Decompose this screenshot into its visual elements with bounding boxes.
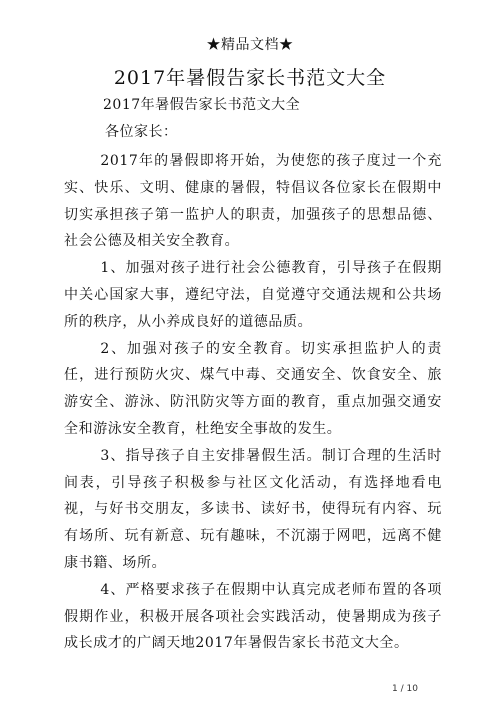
paragraph-item-1: 1、加强对孩子进行社会公德教育，引导孩子在假期中关心国家大事，遵纪守法，自觉遵守交通法规和公共场所的秩序，从小养成良好的道德品质。 <box>64 260 442 330</box>
document-subtitle: 2017年暑假告家长书范文大全 <box>103 97 301 113</box>
greeting: 各位家长： <box>105 124 178 140</box>
header-mark: ★精品文档★ <box>206 37 294 53</box>
document-title: 2017年暑假告家长书范文大全 <box>113 67 387 89</box>
body-text <box>64 148 442 657</box>
paragraph-intro: 2017年的暑假即将开始，为使您的孩子度过一个充实、快乐、文明、健康的暑假，特倡议各位家长在假期中切实承担孩子第一监护人的职责，加强孩子的思想品德、社会公德及相关安全教育。 <box>64 153 442 250</box>
paragraph-item-3: 3、指导孩子自主安排暑假生活。制订合理的生活时间表，引导孩子积极参与社区文化活动，有选择地看电视，与好书交朋友，多读书、读好书，使得玩有内容、玩有场所、玩有新意、玩有趣味，不沉溺于网吧，远离不健康书籍、场所。 <box>64 447 442 571</box>
paragraph-item-4: 4、严格要求孩子在假期中认真完成老师布置的各项假期作业，积极开展各项社会实践活动，使暑期成为孩子成长成才的广阔天地2017年暑假告家长书范文大全。 <box>64 581 442 652</box>
page-number: 1 / 10 <box>392 684 418 694</box>
paragraph-item-2: 2、加强对孩子的安全教育。切实承担监护人的责任，进行预防火灾、煤气中毒、交通安全、饮食安全、旅游安全、游泳、防汛防灾等方面的教育，重点加强交通安全和游泳安全教育，杜绝安全事故的发生。 <box>64 340 442 437</box>
